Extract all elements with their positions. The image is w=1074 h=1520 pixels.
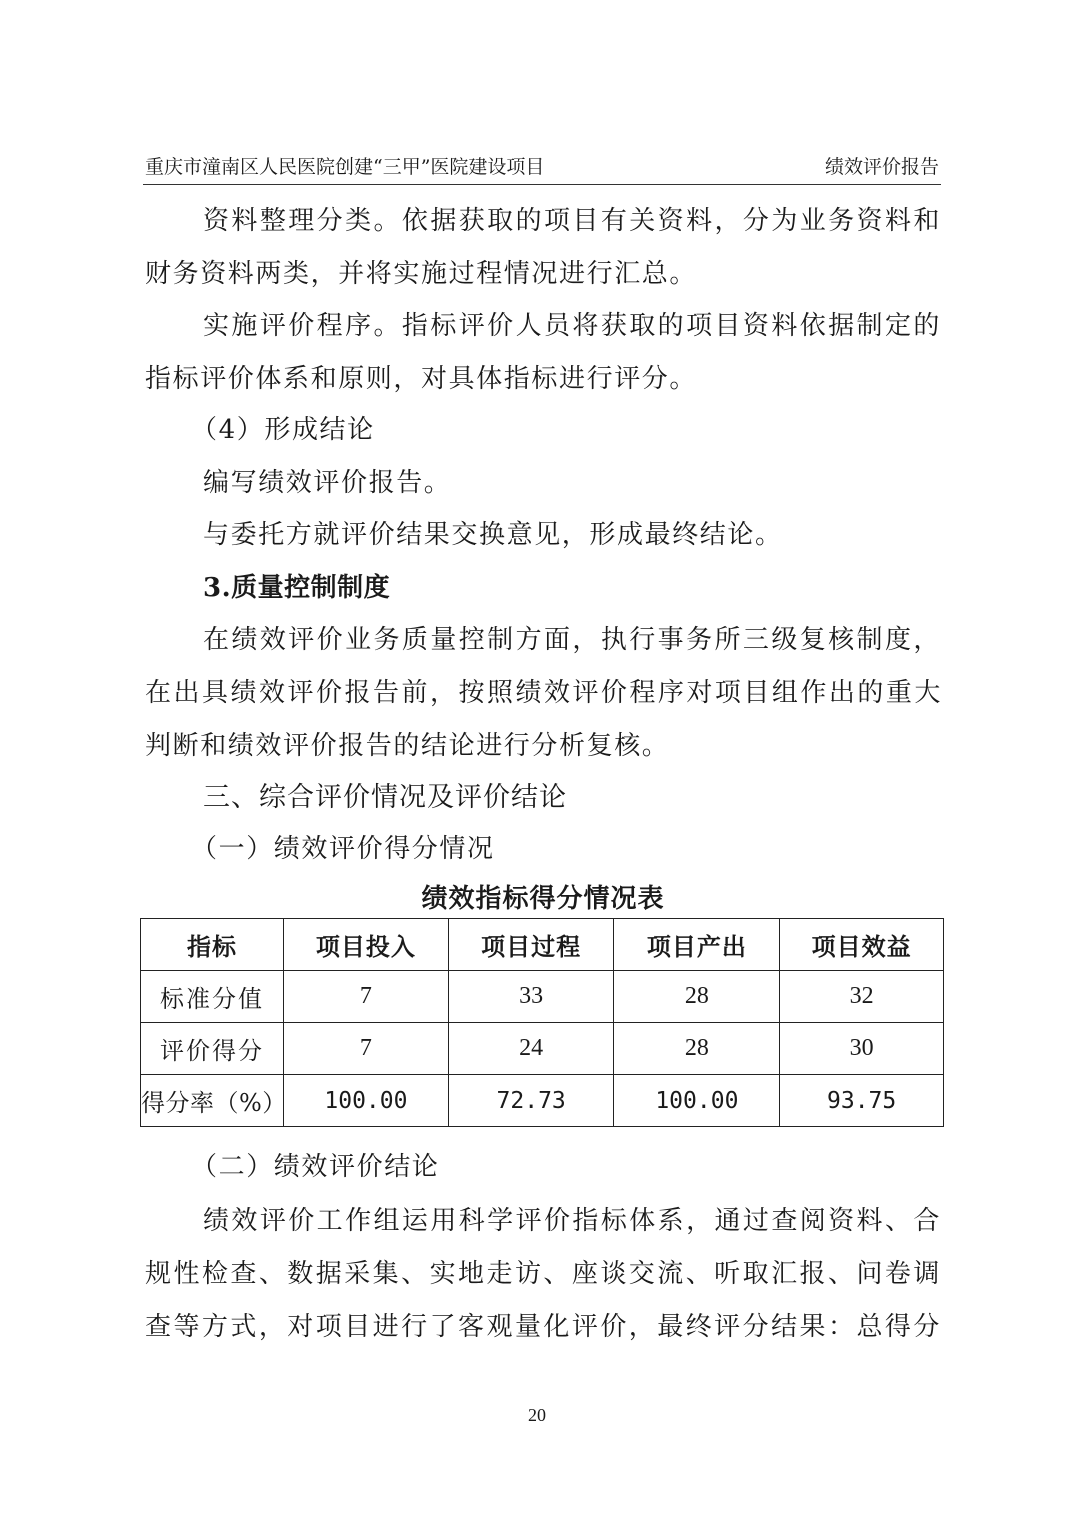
table-cell: 7 xyxy=(284,971,449,1023)
header-report-title: 绩效评价报告 xyxy=(824,156,939,178)
table-cell: 100.00 xyxy=(284,1075,449,1127)
table-cell: 33 xyxy=(448,971,614,1023)
table-cell: 24 xyxy=(448,1023,614,1075)
score-table xyxy=(140,918,944,1127)
text-line: 指标评价体系和原则，对具体指标进行评分。 xyxy=(145,364,698,394)
page-number: 20 xyxy=(528,1405,546,1425)
table-cell: 100.00 xyxy=(614,1075,780,1127)
text-line: 判断和绩效评价报告的结论进行分析复核。 xyxy=(145,731,670,761)
table-header-cell: 指标 xyxy=(141,919,284,971)
table-header-cell: 项目产出 xyxy=(614,919,780,971)
header-project-title: 重庆市潼南区人民医院创建“三甲”医院建设项目 xyxy=(145,156,545,178)
text-line: 绩效评价工作组运用科学评价指标体系，通过查阅资料、合 xyxy=(203,1206,941,1236)
table-header-cell: 项目投入 xyxy=(284,919,449,971)
table-header-cell: 项目过程 xyxy=(448,919,614,971)
text-line: 规性检查、数据采集、实地走访、座谈交流、听取汇报、问卷调 xyxy=(145,1259,941,1289)
text-line: 实施评价程序。指标评价人员将获取的项目资料依据制定的 xyxy=(203,311,941,341)
table-cell: 93.75 xyxy=(780,1075,944,1127)
text-line: 财务资料两类，并将实施过程情况进行汇总。 xyxy=(145,259,698,289)
table-cell: 32 xyxy=(780,971,944,1023)
table-cell: 28 xyxy=(614,1023,780,1075)
table-cell: 7 xyxy=(284,1023,449,1075)
table-row xyxy=(141,971,944,1023)
text-line: 查等方式，对项目进行了客观量化评价，最终评分结果：总得分 xyxy=(145,1312,941,1342)
table-row-label: 评价得分 xyxy=(141,1023,284,1075)
page-header xyxy=(143,150,941,185)
table-row xyxy=(141,1023,944,1075)
text-line: 在出具绩效评价报告前，按照绩效评价程序对项目组作出的重大 xyxy=(145,678,941,708)
text-line: 资料整理分类。依据获取的项目有关资料，分为业务资料和 xyxy=(203,206,941,236)
table-header-row xyxy=(141,919,944,971)
table-row-label: 得分率（%） xyxy=(141,1075,284,1127)
table-header-cell: 项目效益 xyxy=(780,919,944,971)
table-cell: 30 xyxy=(780,1023,944,1075)
table-row xyxy=(141,1075,944,1127)
table-title: 绩效指标得分情况表 xyxy=(421,884,665,914)
table-row-label: 标准分值 xyxy=(141,971,284,1023)
table-cell: 72.73 xyxy=(448,1075,614,1127)
table-cell: 28 xyxy=(614,971,780,1023)
text-line: 在绩效评价业务质量控制方面，执行事务所三级复核制度， xyxy=(203,625,941,655)
